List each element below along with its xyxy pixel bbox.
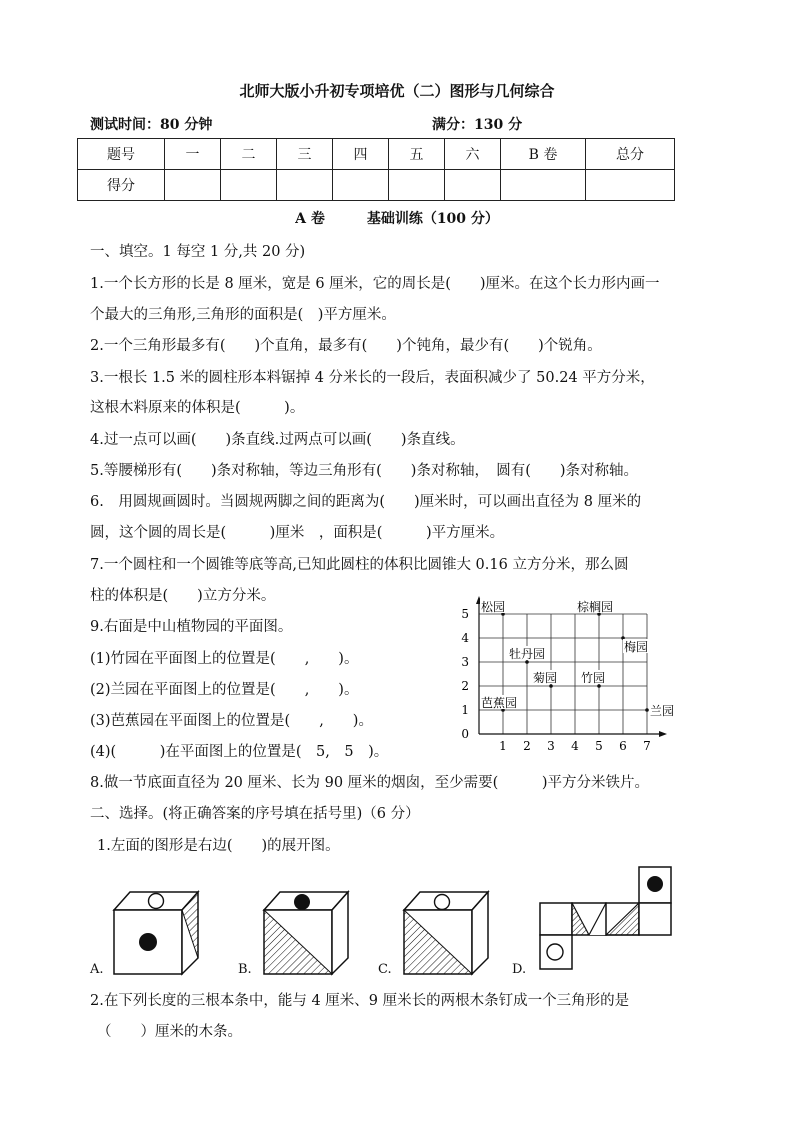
plan-point-label: 松园 — [481, 600, 506, 614]
question-line: 柱的体积是( )立方分米。 — [90, 588, 276, 604]
x-tick-label: 6 — [619, 739, 627, 753]
question-line: 1.左面的图形是右边( )的展开图。 — [97, 838, 340, 854]
y-tick-label: 4 — [461, 631, 469, 645]
plan-point-label: 兰园 — [650, 704, 675, 718]
x-tick-label: 7 — [643, 739, 651, 753]
cube-option-c — [402, 888, 492, 976]
x-tick-label: 5 — [595, 739, 603, 753]
question-line: (4)( )在平面图上的位置是( 5, 5 )。 — [90, 744, 389, 760]
option-d-label[interactable]: D. — [512, 962, 527, 977]
y-tick-label: 2 — [461, 679, 469, 693]
score-table-score-row — [78, 170, 675, 201]
y-tick-label: 5 — [461, 607, 469, 621]
score-cell[interactable] — [165, 170, 221, 201]
score-table — [77, 138, 675, 201]
table-cell: B 卷 — [501, 139, 586, 170]
question-line: (3)芭蕉园在平面图上的位置是( , )。 — [90, 713, 373, 729]
option-c-label[interactable]: C. — [378, 962, 392, 977]
plan-axes — [461, 596, 667, 753]
cube-option-b — [262, 888, 352, 976]
cube-option-a — [112, 888, 202, 976]
part2-heading: 二、选择。(将正确答案的序号填在括号里)（6 分） — [90, 806, 420, 822]
y-tick-label: 3 — [461, 655, 469, 669]
table-cell: 二 — [221, 139, 277, 170]
question-line: 6. 用圆规画圆时。当圆规两脚之间的距离为( )厘米时，可以画出直径为 8 厘米的 — [90, 494, 642, 510]
question-line: 7.一个圆柱和一个圆锥等底等高,已知此圆柱的体积比圆锥大 0.16 立方分米，那么圆 — [90, 557, 629, 573]
plan-point-label: 牡丹园 — [509, 647, 546, 661]
question-line: 3.一根长 1.5 米的圆柱形本料锯掉 4 分米长的一段后，表面积减少了 50.24 平方分米， — [90, 370, 655, 386]
question-line: 个最大的三角形,三角形的面积是( )平方厘米。 — [90, 307, 396, 323]
question-line: 1.一个长方形的长是 8 厘米，宽是 6 厘米，它的周长是( )厘米。在这个长力形内画一 — [90, 276, 660, 292]
plan-points — [480, 599, 675, 718]
plan-point-label: 竹园 — [581, 671, 606, 685]
table-cell: 六 — [445, 139, 501, 170]
score-cell[interactable] — [277, 170, 333, 201]
question-line: (2)兰园在平面图上的位置是( , )。 — [90, 682, 359, 698]
question-line: 这根木料原来的体积是( )。 — [90, 400, 305, 416]
option-b-label[interactable]: B. — [238, 962, 252, 977]
table-cell: 总分 — [586, 139, 675, 170]
question-line: 4.过一点可以画( )条直线.过两点可以画( )条直线。 — [90, 432, 465, 448]
score-cell[interactable] — [221, 170, 277, 201]
question-line: 8.做一节底面直径为 20 厘米、长为 90 厘米的烟囱，至少需要( )平方分米铁片。 — [90, 775, 649, 791]
question-line: 圆，这个圆的周长是( )厘米 ，面积是( )平方厘米。 — [90, 525, 505, 541]
score-cell[interactable] — [445, 170, 501, 201]
plan-point-label: 棕榈园 — [577, 600, 614, 614]
score-table-header-row — [78, 139, 675, 170]
x-axis-arrow-icon — [659, 731, 667, 737]
y-tick-label: 0 — [461, 727, 469, 741]
section-a-heading: A 卷 基础训练（100 分） — [295, 211, 499, 227]
question-line: 9.右面是中山植物园的平面图。 — [90, 619, 293, 635]
table-cell: 四 — [333, 139, 389, 170]
question-line: （ ）厘米的木条。 — [97, 1024, 242, 1040]
test-time: 测试时间：80 分钟 — [90, 117, 213, 133]
x-tick-label: 3 — [547, 739, 555, 753]
table-cell: 得分 — [78, 170, 165, 201]
x-tick-label: 1 — [499, 739, 507, 753]
question-line: (1)竹园在平面图上的位置是( , )。 — [90, 651, 359, 667]
score-cell[interactable] — [586, 170, 675, 201]
score-cell[interactable] — [501, 170, 586, 201]
plan-point-label: 菊园 — [533, 671, 558, 685]
plan-point — [645, 708, 649, 712]
question-line: 2.在下列长度的三根本条中，能与 4 厘米、9 厘米长的两根木条钉成一个三角形的是 — [90, 993, 630, 1009]
x-tick-label: 2 — [523, 739, 531, 753]
table-cell: 五 — [389, 139, 445, 170]
cube-net-option-d — [535, 862, 675, 974]
score-cell[interactable] — [389, 170, 445, 201]
page-title: 北师大版小升初专项培优（二）图形与几何综合 — [239, 82, 555, 100]
question-line: 5.等腰梯形有( )条对称轴，等边三角形有( )条对称轴， 圆有( )条对称轴。 — [90, 463, 639, 479]
plan-point-label: 梅园 — [624, 640, 649, 654]
plan-point-label: 芭蕉园 — [481, 696, 518, 710]
y-tick-label: 1 — [461, 703, 469, 717]
option-a-label[interactable]: A. — [90, 962, 104, 977]
table-cell: 一 — [165, 139, 221, 170]
part1-heading: 一、填空。1 每空 1 分,共 20 分) — [90, 244, 306, 260]
x-tick-label: 4 — [571, 739, 579, 753]
garden-plan-chart — [455, 592, 700, 760]
question-line: 2.一个三角形最多有( )个直角，最多有( )个钝角，最少有( )个锐角。 — [90, 338, 602, 354]
score-cell[interactable] — [333, 170, 389, 201]
table-cell: 题号 — [78, 139, 165, 170]
table-cell: 三 — [277, 139, 333, 170]
plan-grid — [479, 614, 647, 734]
full-score: 满分：130 分 — [432, 117, 523, 133]
